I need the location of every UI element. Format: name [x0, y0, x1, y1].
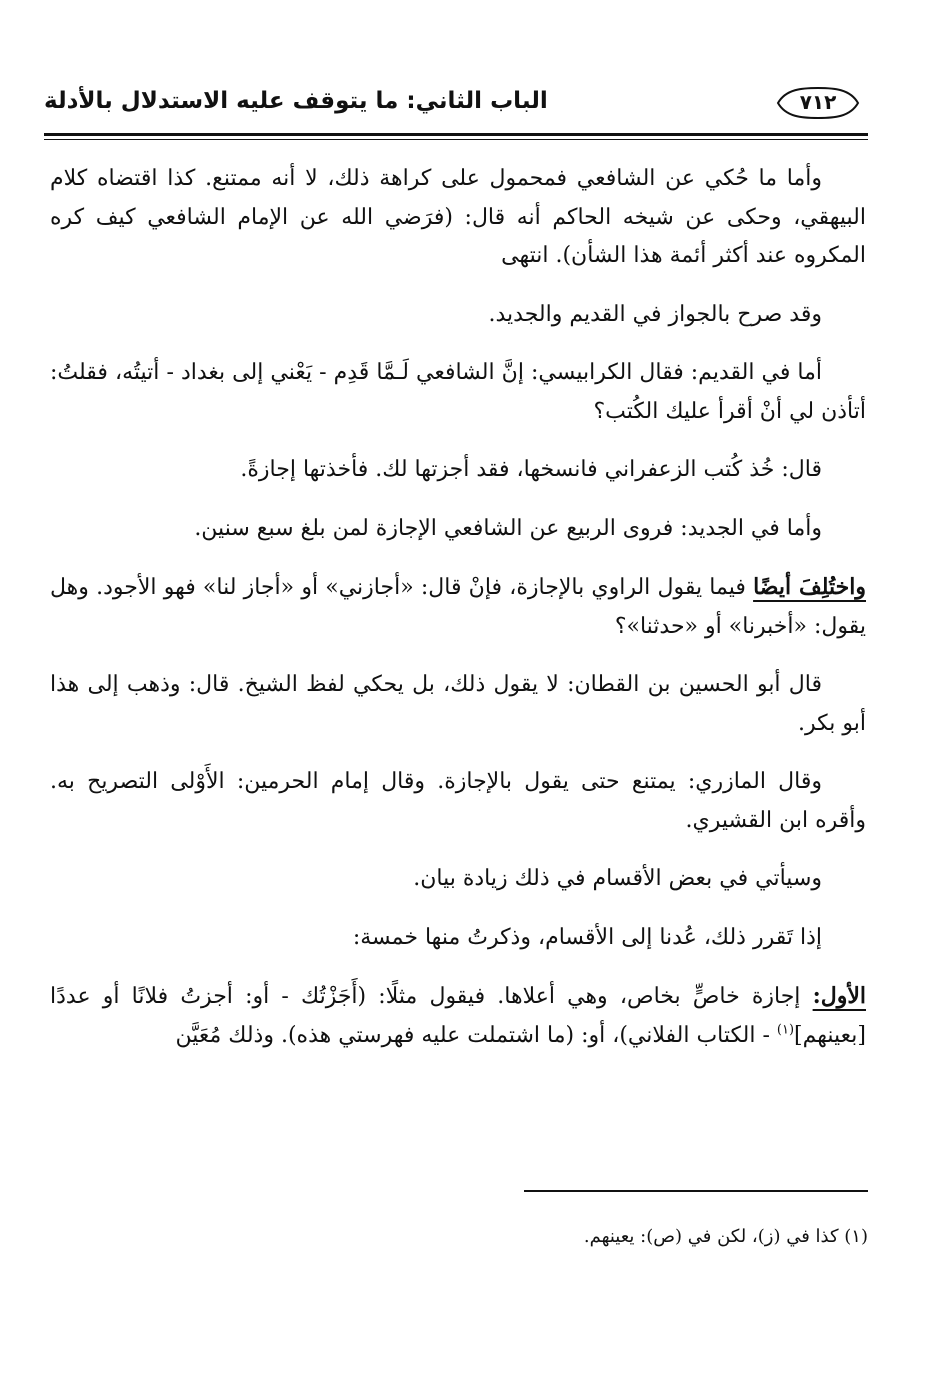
paragraph: قال: خُذ كُتب الزعفراني فانسخها، فقد أجزتها لك. فأخذتها إجازةً. — [240, 457, 822, 482]
paragraph: وسيأتي في بعض الأقسام في ذلك زيادة بيان. — [413, 866, 822, 891]
paragraph-lead: الأول: — [812, 983, 866, 1009]
paragraph: وأما في الجديد: فروى الربيع عن الشافعي الإجازة لمن بلغ سبع سنين. — [194, 515, 822, 541]
paragraph: أما في القديم: فقال الكرابيسي: إنَّ الشافعي لَـمَّا قَدِم - يَعْني إلى بغداد - أتيتُه، فقلتُ: أتأذن لي أنْ أقرأ عليك الكُتب؟ — [50, 360, 866, 424]
body-text — [50, 160, 866, 1075]
paragraph: وقد صرح بالجواز في القديم والجديد. — [488, 301, 822, 327]
page-number-badge — [772, 86, 864, 120]
footnote-marker: (١) — [776, 1022, 795, 1038]
paragraph: إذا تَقرر ذلك، عُدنا إلى الأقسام، وذكرتُ منها خمسة: — [352, 924, 822, 950]
footnote: (١) كذا في (ز)، لكن في (ص): يعينهم. — [583, 1226, 868, 1247]
header-rule-thin — [44, 139, 868, 140]
paragraph: واختُلِفَ أيضًا فيما يقول الراوي بالإجازة، فإنْ قال: «أجازني» أو «أجاز لنا» فهو الأجود. وهل يقول: «أخبرنا» أو «حدثنا»؟ — [50, 574, 866, 639]
footnote-separator — [524, 1190, 868, 1192]
paragraph: وأما ما حُكي عن الشافعي فمحمول على كراهة ذلك، لا أنه ممتنع. كذا اقتضاه كلام البيهقي، وحكى عن شيخه الحاكم أنه قال: (فرَضي الله عن الإمام الشافعي كيف كره المكروه عند أكثر أئمة هذا الشأن). انتهى — [50, 166, 866, 268]
chapter-title: الباب الثاني: ما يتوقف عليه الاستدلال بالأدلة — [44, 88, 548, 114]
paragraph-lead: واختُلِفَ أيضًا — [753, 574, 866, 600]
header-rule-thick — [44, 133, 868, 136]
running-header — [44, 84, 864, 132]
page-number: ٧١٢ — [799, 90, 837, 114]
paragraph: وقال المازري: يمتنع حتى يقول بالإجازة. وقال إمام الحرمين: الأَوْلى التصريح به. وأقره ابن القشيري. — [50, 769, 866, 833]
paragraph: الأول: إجازة خاصٍّ بخاص، وهي أعلاها. فيقول مثلًا: (أَجَزْتُك - أو: أجزتُ فلانًا أو عددًا [بعينهم]$^{(١)}$ - الكتاب الفلاني)، أو: (ما اشتملت عليه فهرستي هذه). وذلك مُعَيَّن — [50, 983, 866, 1048]
paragraph: قال أبو الحسين بن القطان: لا يقول ذلك، بل يحكي لفظ الشيخ. قال: وذهب إلى هذا أبو بكر. — [50, 672, 866, 736]
